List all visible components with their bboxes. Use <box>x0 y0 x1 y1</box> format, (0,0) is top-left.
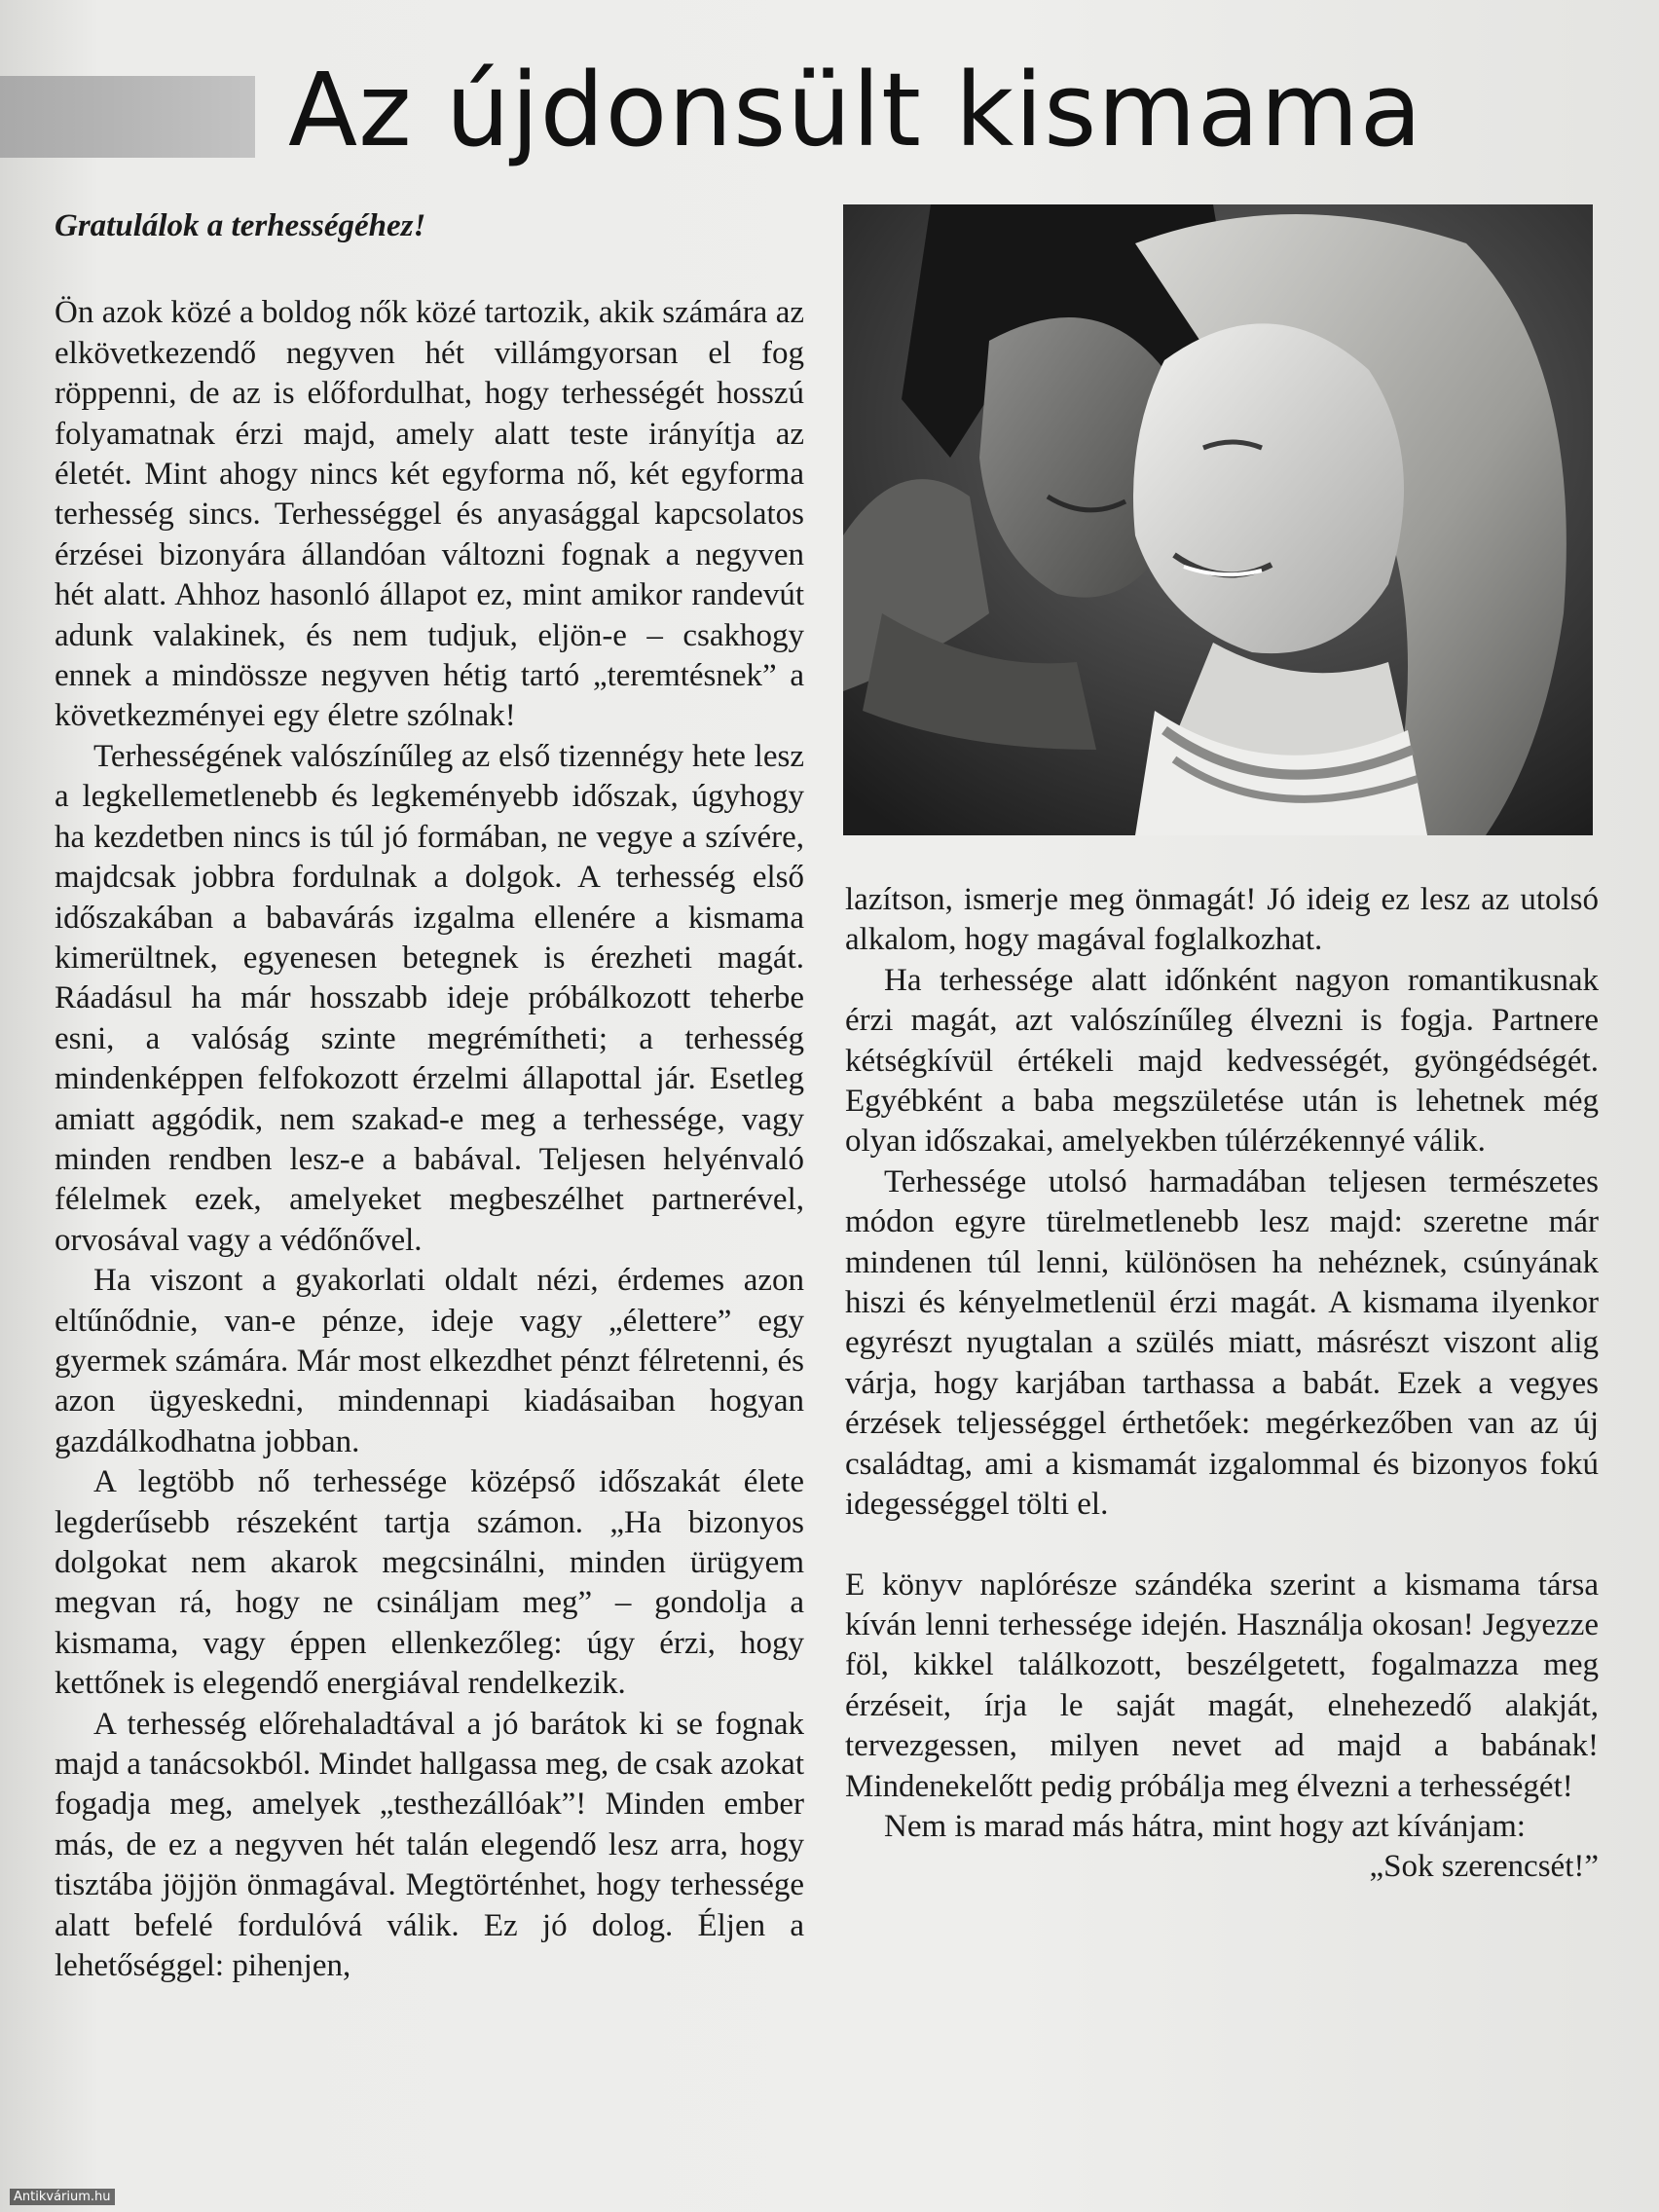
paragraph: A legtöbb nő terhessége középső időszakát élete legderűsebb részeként tartja számon. „Ha bizonyos dolgokat nem akarok megcsinálni, minden ürügyem megvan rá, hogy ne csináljam meg” – gondolja a kismama, vagy éppen ellenkezőleg: úgy érzi, hogy kettőnek is elegendő energiával rendelkezik. <box>55 1464 804 1702</box>
subheading: Gratulálok a terhességéhez! <box>55 208 426 243</box>
paragraph: lazítson, ismerje meg önmagát! Jó ideig ez lesz az utolsó alkalom, hogy magával foglalkozhat. <box>845 882 1599 958</box>
right-column <box>845 880 1599 1888</box>
paragraph: Ha terhessége alatt időnként nagyon romantikusnak érzi magát, azt valószínűleg élvezni is fogja. Partnere kétségkívül értékeli majd kedvességét, gyöngédségét. Egyébként a baba megszületése után is lehetnek még olyan időszakai, amelyekben túlérzékennyé válik. <box>845 962 1599 1160</box>
paragraph: Ha viszont a gyakorlati oldalt nézi, érdemes azon eltűnődnie, van-e pénze, ideje vagy „élettere” egy gyermek számára. Már most elkezdhet pénzt félretenni, és azon ügyeskedni, mindennapi kiadásaiban hogyan gazdálkodhatna jobban. <box>55 1263 804 1459</box>
paragraph: Nem is marad más hátra, mint hogy azt kívánjam: <box>884 1808 1526 1844</box>
paragraph: A terhesség előrehaladtával a jó barátok ki se fognak majd a tanácsokból. Mindet hallgassa meg, de csak azokat fogadja meg, amelyek „testhezállóak”! Minden ember más, de ez a negyven hét talán elegendő lesz arra, hogy tisztába jöjjön önmagával. Megtörténhet, hogy terhessége alatt befelé fordulóvá válik. Ez jó dolog. Éljen a lehetőséggel: pihenjen, <box>55 1706 804 1984</box>
paragraph: Terhessége utolsó harmadában teljesen természetes módon egyre türelmetlenebb lesz majd: szeretne már mindenen túl lenni, különösen ha nehéznek, csúnyának hiszi és kényelmetlenül érzi magát. A kismama ilyenkor egyrészt nyugtalan a szülés miatt, másrészt viszont alig várja, hogy karjában tarthassa a babát. Ezek a vegyes érzések teljességgel érthetőek: megérkezőben van az új családtag, ami a kismamát izgalommal és bizonyos fokú idegességgel tölti el. <box>845 1163 1599 1523</box>
left-column <box>55 206 804 1986</box>
title-accent-bar <box>0 76 255 158</box>
page-title: Az újdonsült kismama <box>288 51 1423 169</box>
closing-wish: „Sok szerencsét!” <box>1369 1849 1599 1885</box>
paragraph: Terhességének valószínűleg az első tizennégy hete lesz a legkellemetlenebb és legkeményebb időszak, úgyhogy ha kezdetben nincs is túl jó formában, ne vegye a szívére, majdcsak jobbra fordulnak a dolgok. A terhesség első időszakában a babavárás izgalma ellenére a kismama kimerültnek, egyenesen betegnek is érezheti magát. Ráadásul ha már hosszabb ideje próbálkozott teherbe esni, a valóság szinte megrémítheti; a terhesség mindenképpen felfokozott érzelmi állapottal jár. Esetleg amiatt aggódik, nem szakad-e meg a terhessége, vagy minden rendben lesz-e a babával. Teljesen helyénvaló félelmek ezek, amelyeket megbeszélhet partnerével, orvosával vagy a védőnővel. <box>55 738 804 1258</box>
watermark: Antikvárium.hu <box>10 2189 115 2205</box>
couple-photo <box>843 204 1593 835</box>
paragraph: Ön azok közé a boldog nők közé tartozik, akik számára az elkövetkezendő negyven hét villámgyorsan el fog röppenni, de az is előfordulhat, hogy terhességét hosszú folyamatnak érzi majd, amely alatt teste irányítja az életét. Mint ahogy nincs két egyforma nő, két egyforma terhesség sincs. Terhességgel és anyasággal kapcsolatos érzései bizonyára állandóan változni fognak a negyven hét alatt. Ahhoz hasonló állapot ez, mint amikor randevút adunk valakinek, és nem tudjuk, eljön-e – csakhogy ennek a mindössze negyven hétig tartó „teremtésnek” a következményei egy életre szólnak! <box>55 295 804 734</box>
paragraph: E könyv naplórésze szándéka szerint a kismama társa kíván lenni terhessége idején. Használja okosan! Jegyezze föl, kikkel találkozott, beszélgetett, fogalmazza meg érzéseit, írja le saját magát, elnehezedő alakját, tervezgessen, milyen nevet ad majd a babának! Mindenekelőtt pedig próbálja meg élvezni a terhességét! <box>845 1567 1599 1804</box>
couple-photo-illustration <box>843 204 1593 835</box>
